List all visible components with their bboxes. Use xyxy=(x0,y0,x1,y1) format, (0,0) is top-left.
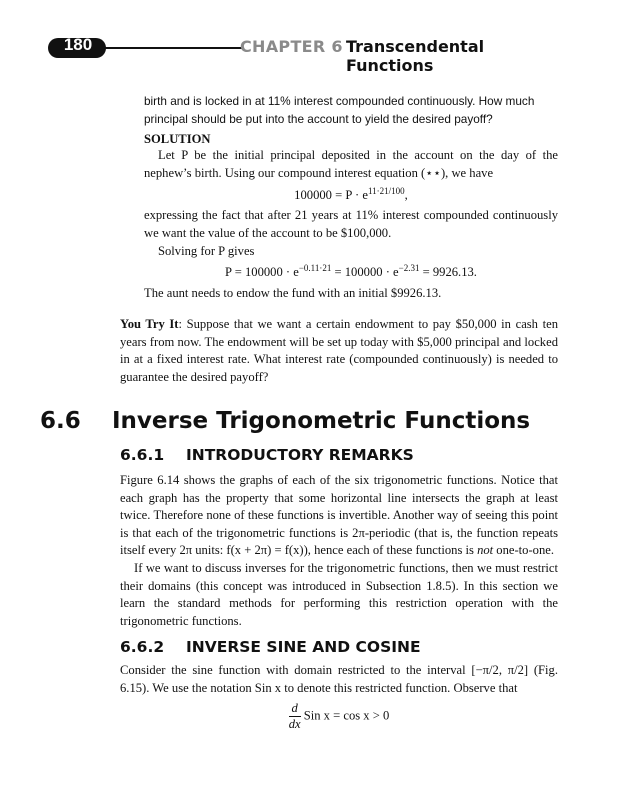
solution-heading: SOLUTION xyxy=(144,132,211,146)
equation-2-part-3: = 9926.13. xyxy=(419,265,477,280)
solution-paragraph-3: Solving for P gives xyxy=(158,243,255,258)
solution-paragraph-2: expressing the fact that after 21 years at 11% interest compounded continuously we want the value of the account to be $100,000. xyxy=(144,208,558,240)
solution-paragraph-4: The aunt needs to endow the fund with an initial $9926.13. xyxy=(144,286,442,301)
subsection-1-paragraph-1-end: one-to-one. xyxy=(493,543,555,558)
header-rule xyxy=(100,47,244,49)
derivative-fraction xyxy=(289,701,301,732)
page-number: 180 xyxy=(63,35,93,54)
equation-1 xyxy=(144,186,558,203)
subsection-1-paragraph-1 xyxy=(120,472,558,560)
fraction-numerator: d xyxy=(289,701,301,717)
subsection-2-paragraph-1: Consider the sine function with domain restricted to the interval [−π/2, π/2] (Fig. 6.15). We use the notation Sin x to denote this restricted function. Observe that xyxy=(120,663,558,695)
subsection-1-title: INTRODUCTORY REMARKS xyxy=(186,446,414,464)
subsection-2-number: 6.6.2 xyxy=(120,638,165,656)
subsection-1-heading xyxy=(120,446,414,464)
chapter-title: Transcendental Functions xyxy=(346,37,485,75)
equation-2-exponent-1: −0.11·21 xyxy=(298,263,332,274)
solution-block xyxy=(144,132,558,303)
equation-1-exponent: 11·21/100 xyxy=(367,186,405,197)
problem-continuation xyxy=(144,92,564,128)
equation-2-part-2: = 100000 · e xyxy=(331,265,399,280)
problem-line-2: principal should be put into the account to yield the desired payoff? xyxy=(144,112,493,126)
section-title: Inverse Trigonometric Functions xyxy=(112,408,531,434)
subsection-2-heading xyxy=(120,638,421,656)
subsection-1-number: 6.6.1 xyxy=(120,446,165,464)
subsection-1-body xyxy=(120,472,558,630)
equation-2-exponent-2: −2.31 xyxy=(398,263,420,274)
subsection-2-title: INVERSE SINE AND COSINE xyxy=(186,638,421,656)
equation-2 xyxy=(144,263,558,280)
section-number: 6.6 xyxy=(40,408,81,434)
subsection-1-paragraph-1-text: Figure 6.14 shows the graphs of each of the six trigonometric functions. Notice that each graph has the property that some horizontal line intersects the graph at least twice. Therefore none of these functions is invertible. Another way of seeing this point is that each of the trigonometric functions is 2π-periodic (that is, the function repeats itself every 2π units: f(x + 2π) = f(x)), hence each of these functions is xyxy=(120,473,558,558)
emphasis-not: not xyxy=(477,543,494,558)
equation-1-lhs: 100000 = P · e xyxy=(294,188,368,203)
equation-2-part-1: P = 100000 · e xyxy=(225,265,299,280)
equation-1-tail: , xyxy=(404,188,408,203)
section-heading xyxy=(40,408,530,434)
you-try-it-text xyxy=(120,316,558,386)
you-try-it-body: : Suppose that we want a certain endowment to pay $50,000 in cash ten years from now. The endowment will be set up today with $5,000 principal and locked in at a fixed interest rate. What interest rate (compounded continuously) is needed to guarantee the desired payoff? xyxy=(120,317,558,384)
subsection-2-body xyxy=(120,662,558,732)
chapter-label: CHAPTER 6 xyxy=(240,37,343,56)
fraction-denominator: dx xyxy=(288,717,301,732)
solution-paragraph-1: Let P be the initial principal deposited in the account on the day of the nephew’s birth. Using our compound interest equation (⋆⋆), we have xyxy=(144,148,558,180)
derivative-equation xyxy=(120,701,558,732)
you-try-it-label: You Try It xyxy=(120,317,179,331)
you-try-it-block xyxy=(120,316,558,386)
subsection-1-paragraph-2: If we want to discuss inverses for the trigonometric functions, then we must restrict their domains (this concept was introduced in Subsection 1.8.5). In this section we learn the standard methods for performing this restriction operation with the trigonometric functions. xyxy=(120,560,558,628)
running-header xyxy=(40,34,560,75)
derivative-equation-rest: Sin x = cos x > 0 xyxy=(300,708,390,723)
problem-line-1: birth and is locked in at 11% interest compounded continuously. How much xyxy=(144,94,535,108)
